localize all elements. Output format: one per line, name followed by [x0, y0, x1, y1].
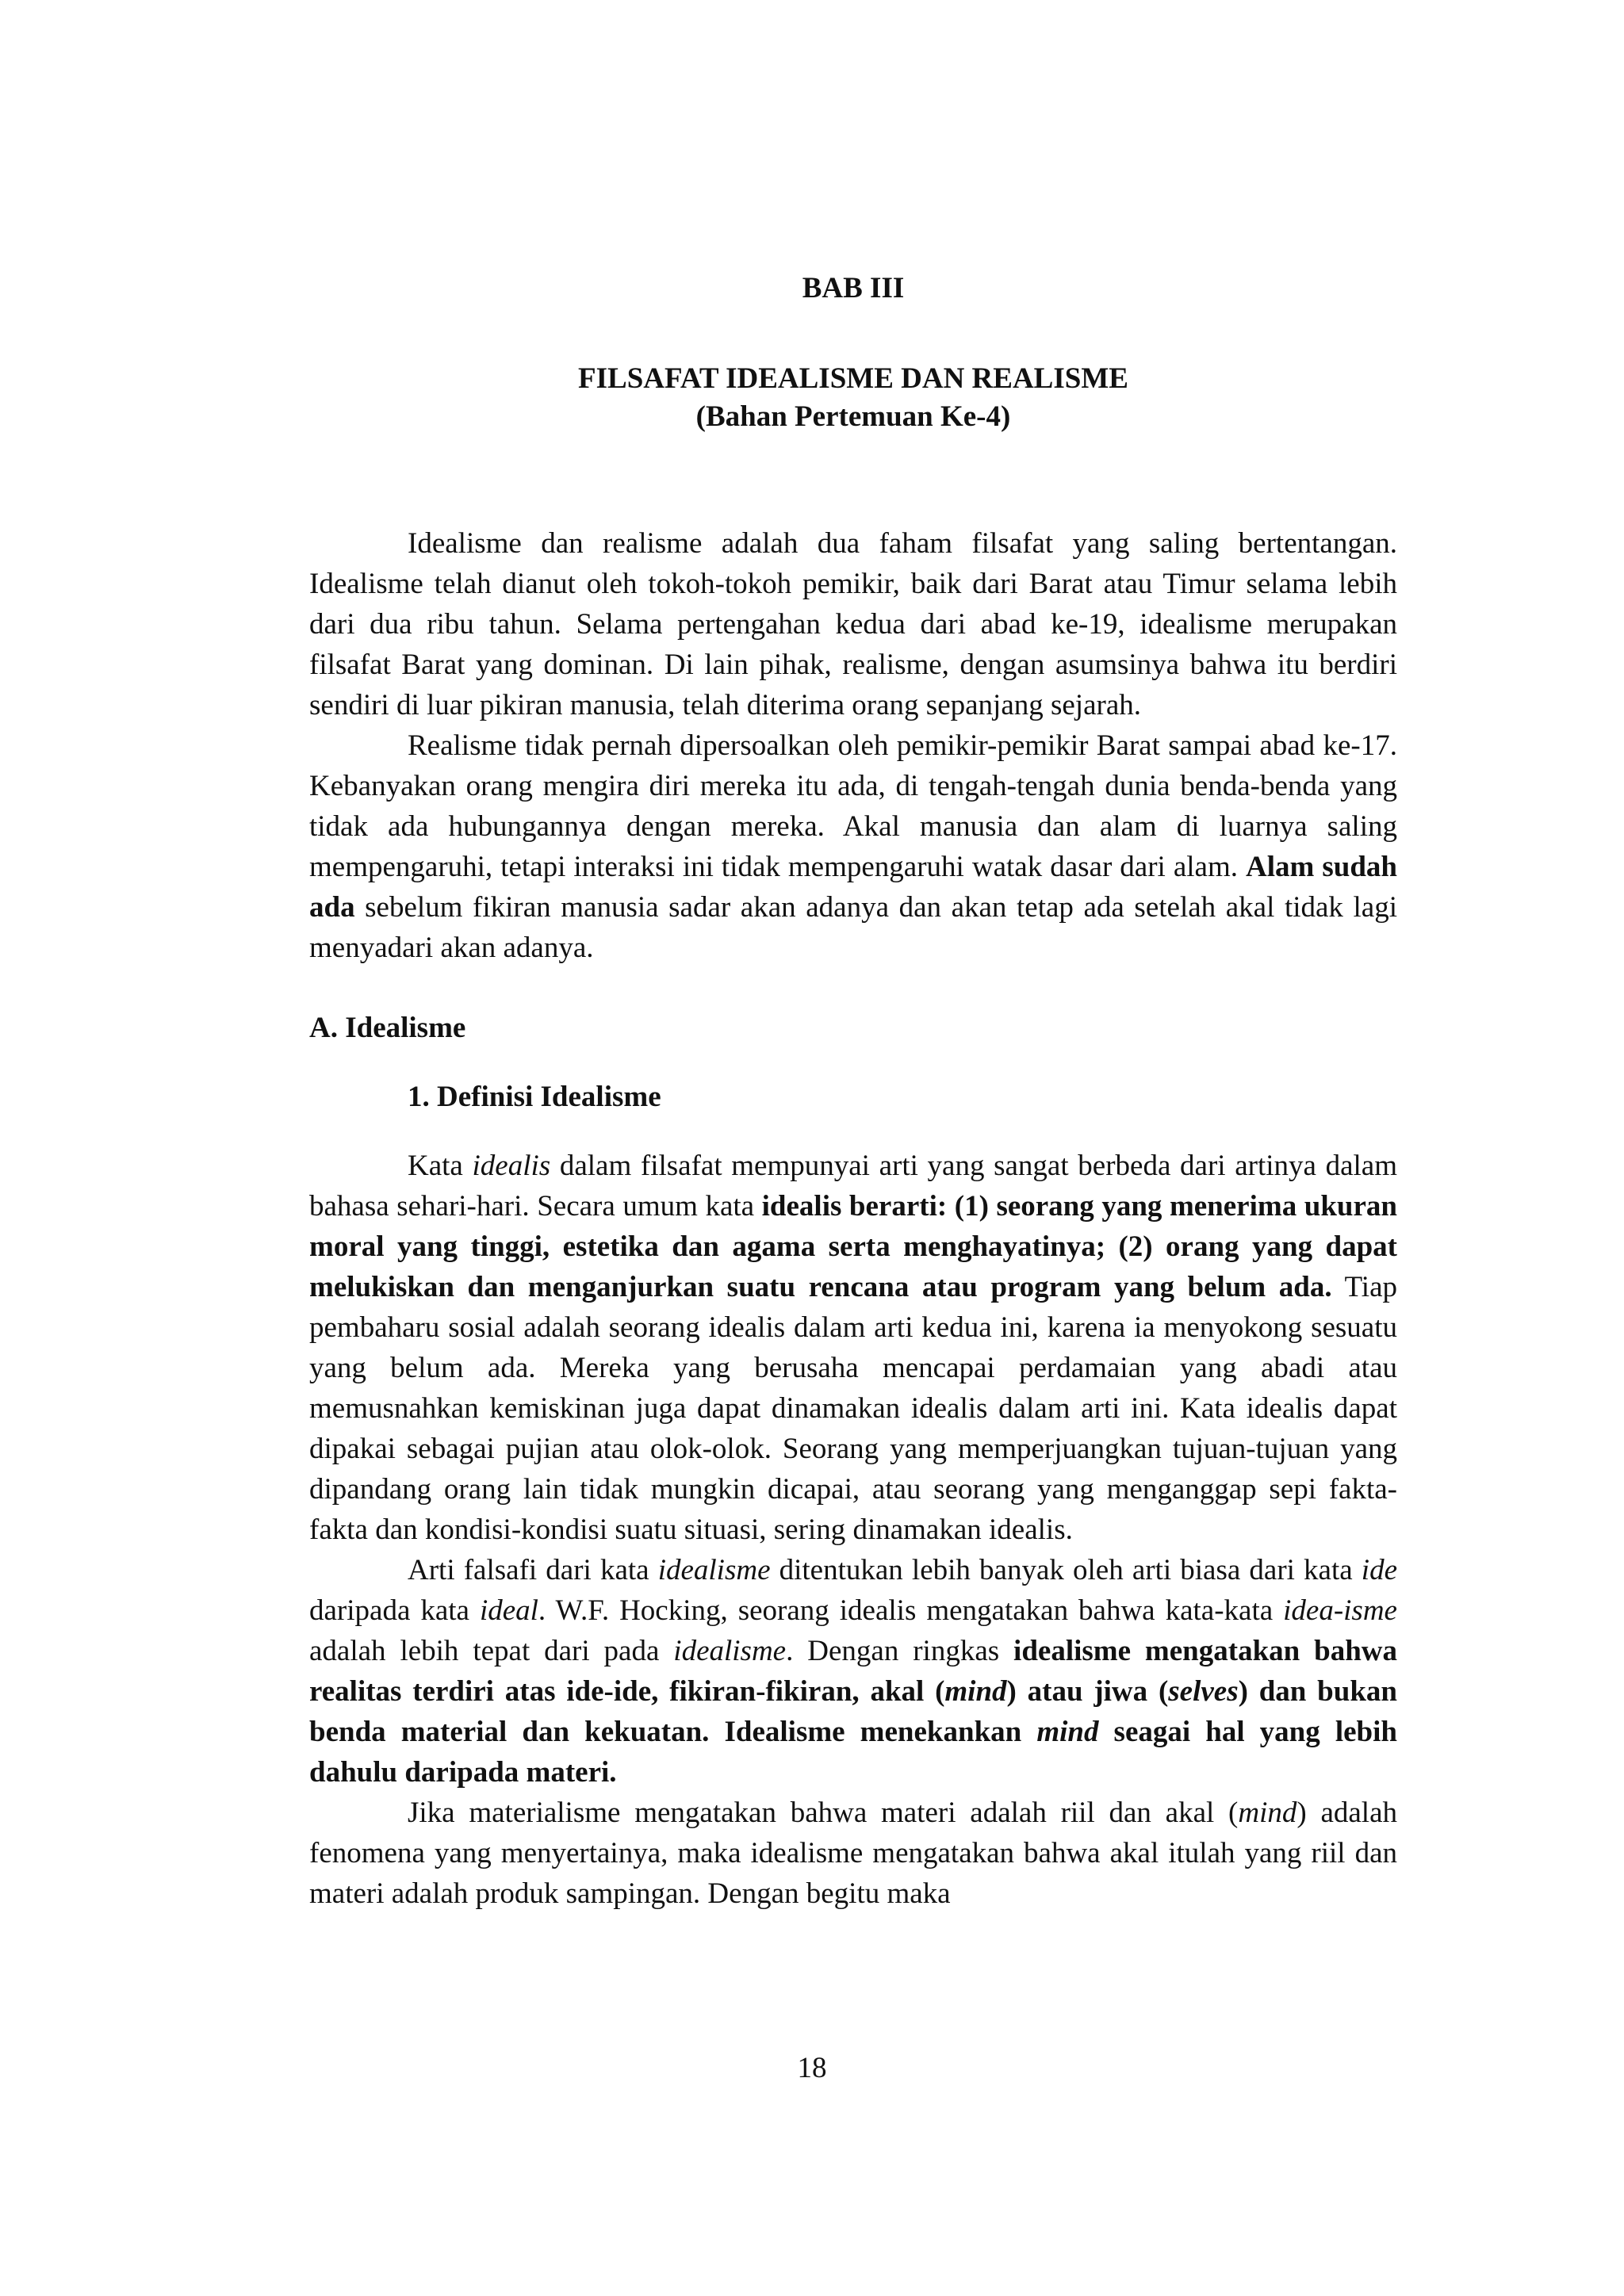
bold-definition: idealis berarti: (1) seorang yang menerima ukuran moral yang tinggi, estetika dan agama serta menghayatinya; (2) orang yang dapat melukiskan dan menganjurkan suatu rencana atau program yang belum ada. — [309, 1190, 1397, 1303]
section-heading-idealisme: A. Idealisme — [309, 1012, 466, 1044]
definition-paragraph-1: Kata idealis dalam filsafat mempunyai arti yang sangat berbeda dari artinya dalam bahasa sehari-hari. Secara umum kata idealis berarti: (1) seorang yang menerima ukuran moral yang tinggi, estetika dan agama serta menghayatinya; (2) orang yang dapat melukiskan dan menganjurkan suatu rencana atau program yang belum ada. Tiap pembaharu sosial adalah seorang idealis dalam arti kedua ini, karena ia menyokong sesuatu yang belum ada. Mereka yang berusaha mencapai perdamaian yang abadi atau memusnahkan kemiskinan juga dapat dinamakan idealis dalam arti ini. Kata idealis dapat dipakai sebagai pujian atau olok-olok. Seorang yang memperjuangkan tujuan-tujuan yang dipandang orang lain tidak mungkin dicapai, atau seorang yang menganggap sepi fakta-fakta dan kondisi-kondisi suatu situasi, sering dinamakan idealis. — [309, 1150, 1398, 1546]
subsection-heading-definisi: 1. Definisi Idealisme — [408, 1081, 661, 1113]
chapter-subtitle: (Bahan Pertemuan Ke-4) — [695, 400, 1011, 433]
document-page — [309, 270, 1397, 1914]
definition-paragraph-2: Arti falsafi dari kata idealisme ditentukan lebih banyak oleh arti biasa dari kata ide daripada kata ideal. W.F. Hocking, seorang idealis mengatakan bahwa kata-kata idea-isme adalah lebih tepat dari pada idealisme. Dengan ringkas idealisme mengatakan bahwa realitas terdiri atas ide-ide, fikiran-fikiran, akal (mind) atau jiwa (selves) dan bukan benda material dan kekuatan. Idealisme menekankan mind seagai hal yang lebih dahulu daripada materi. — [309, 1554, 1397, 1789]
page-number: 18 — [797, 2052, 827, 2084]
bold-phrase: Alam sudah ada — [309, 851, 1398, 924]
intro-paragraph-2: Realisme tidak pernah dipersoalkan oleh pemikir-pemikir Barat sampai abad ke-17. Kebanyakan orang mengira diri mereka itu ada, di tengah-tengah dunia benda-benda yang tidak ada hubungannya dengan mereka. Akal manusia dan alam di luarnya saling mempengaruhi, tetapi interaksi ini tidak mempengaruhi watak dasar dari alam. Alam sudah ada sebelum fikiran manusia sadar akan adanya dan akan tetap ada setelah akal tidak lagi menyadari akan adanya. — [309, 729, 1398, 964]
chapter-heading: BAB III — [802, 272, 905, 304]
intro-paragraph-1: Idealisme dan realisme adalah dua faham filsafat yang saling bertentangan. Idealisme telah dianut oleh tokoh-tokoh pemikir, baik dari Barat atau Timur selama lebih dari dua ribu tahun. Selama pertengahan kedua dari abad ke-19, idealisme merupakan filsafat Barat yang dominan. Di lain pihak, realisme, dengan asumsinya bahwa itu berdiri sendiri di luar pikiran manusia, telah diterima orang sepanjang sejarah. — [309, 527, 1397, 721]
chapter-title-block — [309, 360, 1397, 436]
intro-section — [309, 523, 1397, 968]
definition-paragraph-3: Jika materialisme mengatakan bahwa materi adalah riil dan akal (mind) adalah fenomena yang menyertainya, maka idealisme mengatakan bahwa akal itulah yang riil dan materi adalah produk sampingan. Dengan begitu maka — [309, 1797, 1397, 1910]
definition-section — [309, 1146, 1397, 1914]
chapter-title: FILSAFAT IDEALISME DAN REALISME — [578, 362, 1128, 395]
